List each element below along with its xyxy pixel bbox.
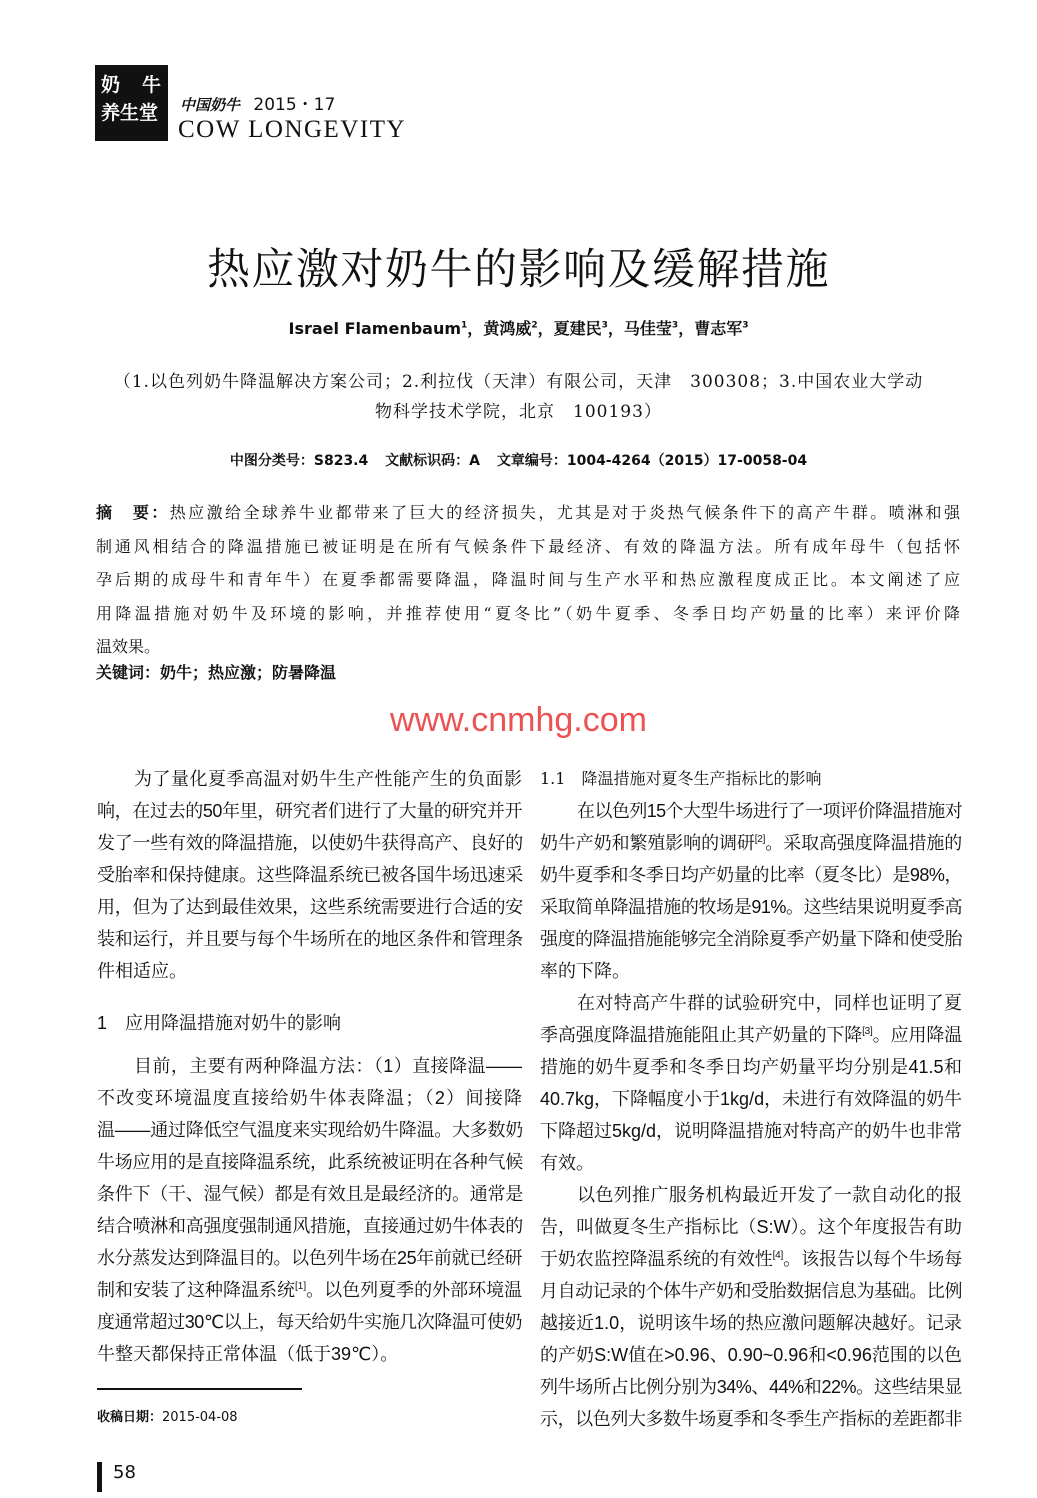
paragraph-line: 温——通过降低空气温度来实现给奶牛降温。大多数奶 bbox=[97, 1120, 523, 1140]
issue-number: 2015・17 bbox=[253, 95, 336, 115]
paragraph-line: 以色列推广服务机构最近开发了一款自动化的报 bbox=[577, 1185, 962, 1205]
author: 黄鸿威 bbox=[483, 319, 532, 338]
article-number: 文章编号：1004-4264（2015）17-0058-04 bbox=[496, 453, 808, 469]
paragraph-line: 示，以色列大多数牛场夏季和冬季生产指标的差距都非 bbox=[540, 1409, 962, 1429]
paragraph-line: 装和运行，并且要与每个牛场所在的地区条件和管理条 bbox=[97, 929, 523, 949]
abstract-text: 用降温措施对奶牛及环境的影响，并推荐使用“夏冬比”（奶牛夏季、冬季日均产奶量的比率）来评价降 bbox=[96, 603, 960, 623]
paragraph-line: 在对特高产牛群的试验研究中，同样也证明了夏 bbox=[577, 993, 962, 1013]
paragraph-line: 强度的降温措施能够完全消除夏季产奶量下降和使受胎 bbox=[540, 929, 962, 949]
left-column bbox=[97, 763, 522, 1370]
column-badge bbox=[95, 65, 168, 141]
author: 曹志军 bbox=[694, 319, 743, 338]
paragraph-line: 告，叫做夏冬生产指标比（S:W）。这个年度报告有助 bbox=[540, 1217, 962, 1237]
author: 马佳莹 bbox=[623, 319, 672, 338]
paragraph-line: 条件下（干、湿气候）都是有效且是最经济的。通常是 bbox=[97, 1184, 523, 1204]
document-code: 文献标识码：A bbox=[385, 453, 480, 469]
author-affiliation-mark: 1 bbox=[461, 320, 468, 331]
abstract-label: 摘 要： bbox=[96, 503, 170, 522]
author: Israel Flamenbaum bbox=[288, 319, 462, 338]
journal-logo: 中国奶牛 bbox=[180, 96, 241, 114]
paragraph-line: 牛整天都保持正常体温（低于39℃）。 bbox=[97, 1344, 399, 1364]
author-affiliation-mark: 3 bbox=[742, 320, 749, 331]
paragraph-line: 为了量化夏季高温对奶牛生产性能产生的负面影 bbox=[134, 769, 522, 789]
author: 夏建民 bbox=[553, 319, 602, 338]
paragraph-line: 目前，主要有两种降温方法：（1）直接降温—— bbox=[134, 1056, 522, 1076]
citation-ref: [4] bbox=[772, 1250, 784, 1261]
paragraph-line: 的产奶S:W值在>0.96、0.90~0.96和<0.96范围的以色 bbox=[540, 1345, 962, 1365]
paragraph-line: 奶牛产奶和繁殖影响的调研[2]。采取高强度降温措施的 bbox=[540, 833, 963, 853]
paragraph-line: 发了一些有效的降温措施，以使奶牛获得高产、良好的 bbox=[97, 833, 523, 853]
keywords: 关键词：奶牛；热应激；防暑降温 bbox=[96, 663, 337, 682]
paragraph-line: 采取简单降温措施的牧场是91%。这些结果说明夏季高 bbox=[540, 897, 962, 917]
abstract-line bbox=[96, 563, 960, 597]
paragraph-line: 率的下降。 bbox=[540, 961, 630, 981]
paragraph-line: 在以色列15个大型牛场进行了一项评价降温措施对 bbox=[577, 801, 962, 821]
paragraph-line: 有效。 bbox=[540, 1153, 594, 1173]
paragraph-line: 响，在过去的50年里，研究者们进行了大量的研究并开 bbox=[97, 801, 522, 821]
paragraph-line: 越接近1.0，说明该牛场的热应激问题解决越好。记录 bbox=[540, 1313, 962, 1333]
paragraph-line: 列牛场所占比例分别为34%、44%和22%。这些结果显 bbox=[540, 1377, 962, 1397]
paragraph-line: 月自动记录的个体牛产奶和受胎数据信息为基础。比例 bbox=[540, 1281, 962, 1301]
column-name-char: 牛 bbox=[141, 74, 161, 96]
affiliation-line: 物科学技术学院，北京 100193） bbox=[375, 402, 662, 422]
article-title: 热应激对奶牛的影响及缓解措施 bbox=[207, 245, 830, 295]
author-affiliation-mark: 3 bbox=[601, 320, 608, 331]
right-column bbox=[540, 763, 962, 1435]
paragraph-line: 制和安装了这种降温系统[1]。以色列夏季的外部环境温 bbox=[97, 1280, 523, 1300]
column-name-line2: 养生堂 bbox=[101, 102, 159, 124]
abstract-text: 制通风相结合的降温措施已被证明是在所有气候条件下最经济、有效的降温方法。所有成年母牛（包括怀 bbox=[96, 536, 960, 556]
section-heading: 1 应用降温措施对奶牛的影响 bbox=[97, 1013, 342, 1033]
column-english: COW LONGEVITY bbox=[178, 116, 407, 143]
author-affiliation-mark: 3 bbox=[671, 320, 679, 331]
abstract bbox=[96, 496, 960, 664]
paragraph-line: 度通常超过30℃以上，每天给奶牛实施几次降温可使奶 bbox=[97, 1312, 522, 1332]
abstract-text: 孕后期的成母牛和青年牛）在夏季都需要降温，降温时间与生产水平和热应激程度成正比。本文阐述了应 bbox=[96, 570, 960, 589]
paragraph-line: 件相适应。 bbox=[97, 961, 187, 981]
column-name-char: 奶 bbox=[101, 74, 121, 96]
footnote-divider bbox=[97, 1388, 302, 1390]
citation-ref: [3] bbox=[862, 1026, 873, 1037]
received-label: 收稿日期： bbox=[97, 1410, 163, 1425]
affiliation-line: （1.以色列奶牛降温解决方案公司；2.利拉伐（天津）有限公司，天津 300308；3.中国农业大学动 bbox=[113, 372, 924, 392]
abstract-text: 温效果。 bbox=[96, 637, 161, 656]
page-number-bar bbox=[97, 1462, 102, 1492]
abstract-line bbox=[96, 597, 960, 631]
received-value: 2015-04-08 bbox=[162, 1410, 238, 1425]
paragraph-line: 用，但为了达到最佳效果，这些系统需要进行合适的安 bbox=[97, 897, 523, 917]
paragraph-line: 结合喷淋和高强度强制通风措施，直接通过奶牛体表的 bbox=[97, 1216, 523, 1236]
page-number: 58 bbox=[113, 1462, 136, 1483]
paragraph-line: 下降超过5kg/d，说明降温措施对特高产的奶牛也非常 bbox=[540, 1121, 963, 1141]
paragraph-line: 奶牛夏季和冬季日均产奶量的比率（夏冬比）是98%， bbox=[540, 865, 962, 885]
received-date bbox=[97, 1406, 238, 1425]
abstract-line bbox=[96, 630, 960, 664]
paragraph-line: 季高强度降温措施能阻止其产奶量的下降[3]。应用降温 bbox=[540, 1025, 962, 1045]
paragraph-line: 水分蒸发达到降温目的。以色列牛场在25年前就已经研 bbox=[97, 1248, 522, 1268]
paragraph-line: 不改变环境温度直接给奶牛体表降温；（2）间接降 bbox=[97, 1088, 522, 1108]
classification-line bbox=[0, 450, 1037, 470]
abstract-line bbox=[96, 530, 960, 564]
paragraph-line: 40.7kg，下降幅度小于1kg/d，未进行有效降温的奶牛 bbox=[540, 1089, 963, 1109]
watermark: www.cnmhg.com bbox=[390, 701, 647, 739]
citation-ref: [2] bbox=[754, 834, 766, 845]
paragraph-line: 措施的奶牛夏季和冬季日均产奶量平均分别是41.5和 bbox=[540, 1057, 962, 1077]
clc-number: 中图分类号：S823.4 bbox=[229, 453, 369, 469]
subsection-heading: 1.1 降温措施对夏冬生产指标比的影响 bbox=[540, 769, 822, 788]
author-affiliation-mark: 2 bbox=[531, 320, 538, 331]
paragraph-line: 受胎率和保持健康。这些降温系统已被各国牛场迅速采 bbox=[97, 865, 523, 885]
journal-issue bbox=[180, 90, 335, 115]
abstract-line bbox=[96, 496, 960, 530]
abstract-text: 热应激给全球养牛业都带来了巨大的经济损失，尤其是对于炎热气候条件下的高产牛群。喷淋和强 bbox=[169, 503, 960, 522]
paragraph-line: 牛场应用的是直接降温系统，此系统被证明在各种气候 bbox=[97, 1152, 523, 1172]
author-list: Israel Flamenbaum$^1$，黄鸿威$^2$，夏建民$^3$，马佳莹$^3$，曹志军$^3$ bbox=[288, 319, 749, 338]
citation-ref: [1] bbox=[295, 1281, 307, 1292]
paragraph-line: 于奶农监控降温系统的有效性[4]。该报告以每个牛场每 bbox=[540, 1249, 962, 1269]
